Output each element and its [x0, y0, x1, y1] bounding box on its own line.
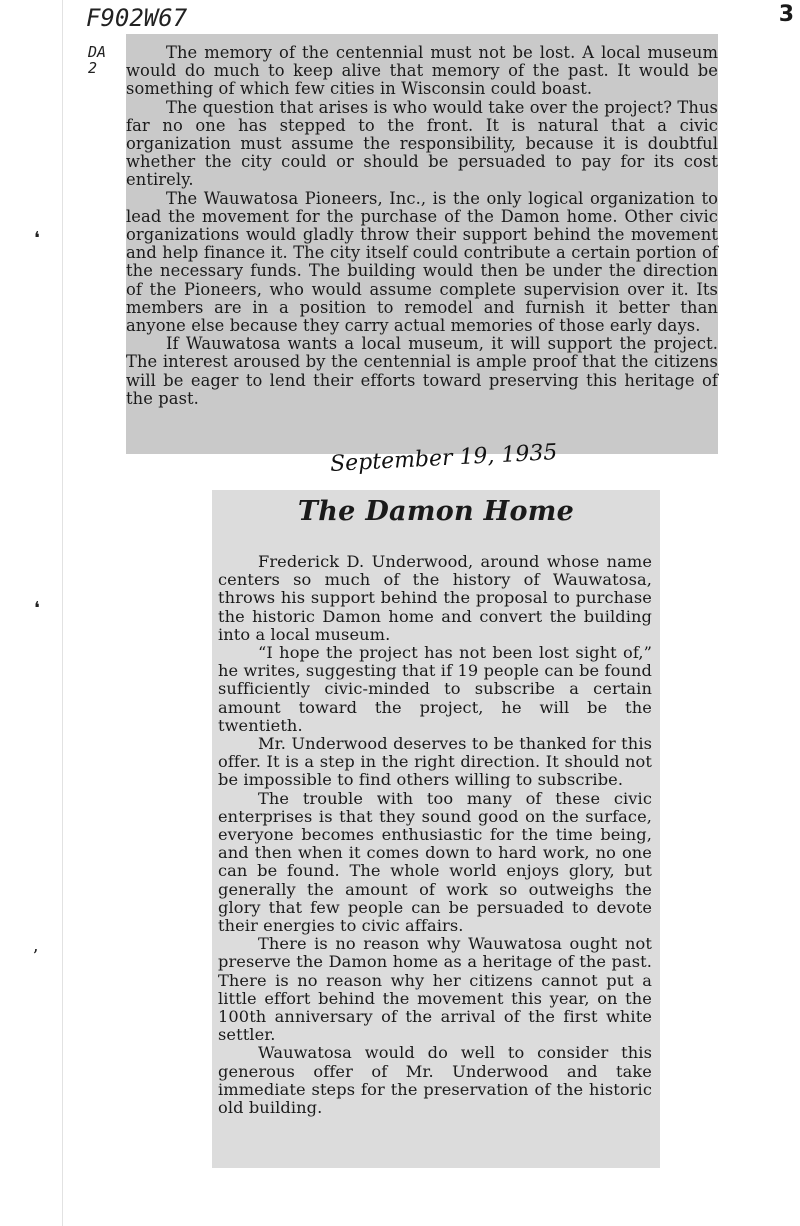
page-number: 3 — [778, 2, 794, 27]
clipping-top-paragraph: The question that arises is who would take over the project? Thus far no one has stepped to the front. It is natural that a civic organization must assume the responsibility, because it is doubtful whether the city could or should be persuaded to pay for its cost entirely. — [126, 97, 718, 190]
scan-edge — [62, 0, 63, 1226]
article-paragraph: Mr. Underwood deserves to be thanked for this offer. It is a step in the right direction. It should not be impossible to find others willing to subscribe. — [218, 734, 652, 790]
clipping-top-paragraph: The Wauwatosa Pioneers, Inc., is the only logical organization to lead the movement for the purchase of the Damon home. Other civic organizations would gladly throw their support behind the movement and help finance it. The city itself could contribute a certain portion of the necessary funds. The building would then be under the direction of the Pioneers, who would assume complete supervision over it. Its members are in a position to remodel and furnish it better than anyone else because they carry actual memories of those early days. — [126, 188, 718, 336]
clipping-top-paragraph: The memory of the centennial must not be lost. A local museum would do much to keep alive that memory of the past. It would be something of which few cities in Wisconsin could boast. — [126, 43, 718, 99]
clipping-top-paragraph: If Wauwatosa wants a local museum, it will support the project. The interest aroused by the centennial is ample proof that the citizens will be eager to lend their efforts toward preserving this heritage of the past. — [126, 334, 718, 408]
margin-tick: ʼ — [32, 946, 38, 967]
article-body — [212, 553, 660, 1117]
margin-tick: ❛ — [34, 228, 40, 249]
article-title: The Damon Home — [297, 496, 575, 527]
article-paragraph: The trouble with too many of these civic enterprises is that they sound good on the surface, everyone becomes enthusiastic for the time being, and then when it comes down to hard work, no one can be found. The whole world enjoys glory, but generally the amount of work so outweighs the glory that few people can be persuaded to devote their energies to civic affairs. — [218, 788, 652, 936]
margin-tick: ❛ — [34, 598, 40, 619]
margin-note: DA 2 — [88, 43, 107, 77]
article-paragraph: Frederick D. Underwood, around whose name centers so much of the history of Wauwatosa, throws his support behind the proposal to purchase the historic Damon home and convert the building into a local museum. — [218, 552, 652, 644]
article-paragraph: “I hope the project has not been lost sight of,” he writes, suggesting that if 19 people can be found sufficiently civic-minded to subscribe a certain amount toward the project, he will be the twentieth. — [218, 643, 652, 735]
clipping-top — [126, 34, 718, 454]
catalog-code: F902W67 — [86, 4, 188, 32]
handwritten-date: September 19, 1935 — [329, 440, 558, 477]
article-paragraph: Wauwatosa would do well to consider this generous offer of Mr. Underwood and take immediate steps for the preservation of the historic old building. — [218, 1043, 652, 1118]
article-paragraph: There is no reason why Wauwatosa ought not preserve the Damon home as a heritage of the past. There is no reason why her citizens cannot put a little effort behind the movement this year, on the 100th anniversary of the arrival of the first white settler. — [218, 934, 652, 1045]
clipping-bottom — [212, 490, 660, 1168]
